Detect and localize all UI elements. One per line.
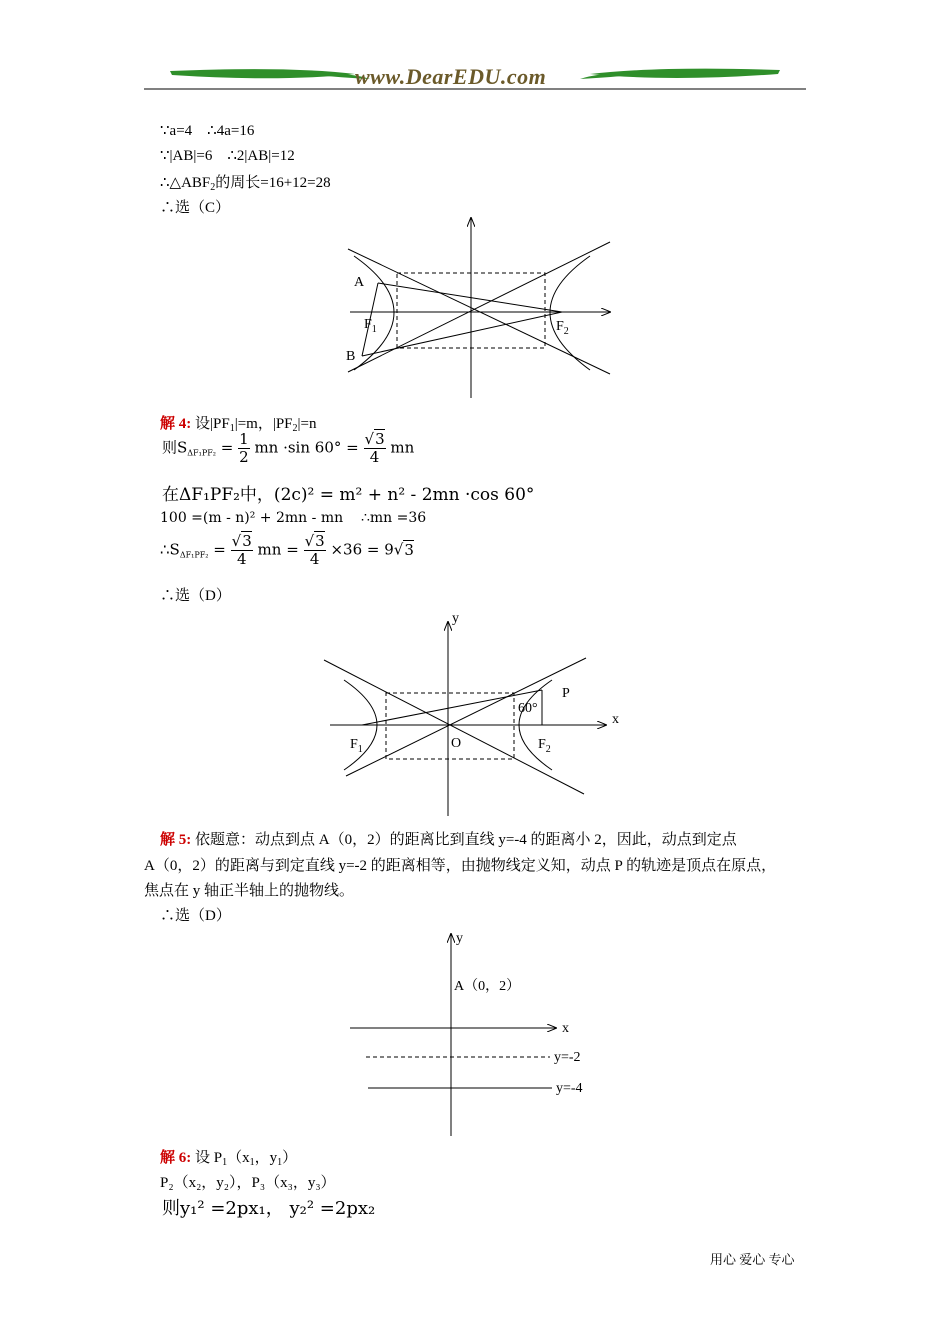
svg-text:y=-4: y=-4 bbox=[556, 1081, 583, 1096]
sol3-line2: ∵|AB|=6 ∴2|AB|=12 bbox=[160, 148, 295, 164]
svg-text:y=-2: y=-2 bbox=[554, 1050, 581, 1065]
svg-text:O: O bbox=[451, 736, 462, 751]
sol5-para-line3: 焦点在 y 轴正半轴上的抛物线。 bbox=[144, 883, 355, 899]
header-site: www.DearEDU.com bbox=[355, 64, 547, 89]
sol4-label: 解 4: bbox=[160, 416, 192, 432]
sol5-label: 解 5: bbox=[160, 832, 192, 848]
label-B: B bbox=[346, 349, 356, 364]
svg-text:F1: $F_1$ bbox=[350, 737, 363, 755]
sol4-cosine-law: 在ΔF₁PF₂中，(2c)² = m² + n² - 2mn ·cos 60° bbox=[162, 485, 535, 505]
label-F2: $F_2$ bbox=[556, 319, 569, 337]
sol4-choice: ∴选（D） bbox=[160, 588, 231, 604]
sol4-area-formula: 则$S_{\Delta F_1PF_2}$ = $\frac{1}{2}$ mn ·sin 60° = $\frac{√3}{4}$ mn bbox=[162, 430, 415, 466]
sol4-expand: 100 =(m - n)² + 2mn - mn ∴mn =36 bbox=[160, 510, 427, 526]
svg-text:60°: 60° bbox=[518, 701, 538, 716]
sol3-line1: ∵a=4 ∴4a=16 bbox=[160, 123, 255, 139]
sol4-figure bbox=[318, 608, 628, 820]
sol6-line3: 则y₁² =2px₁， y₂² =2px₂ bbox=[162, 1198, 376, 1219]
svg-text:A（0，2）: A（0，2） bbox=[454, 979, 521, 994]
svg-text:P: P bbox=[562, 686, 570, 701]
label-A: A bbox=[354, 275, 365, 290]
sol3-choice: ∴选（C） bbox=[160, 200, 231, 216]
svg-text:y: y bbox=[452, 611, 459, 626]
sol6-line1: 解 6: 设 $P_1(x_1$，$y_1$） bbox=[160, 1150, 298, 1168]
sol4-result: $\therefore S_{\Delta F_1PF_2}$ = $\frac{√3}{4}$ mn = $\frac{√3}{4}$ ×36 = 9√3 bbox=[160, 532, 414, 568]
sol3-line3: $\therefore\triangle ABF_2$的周长=16+12=28 bbox=[160, 175, 331, 193]
svg-text:y: y bbox=[456, 931, 463, 946]
sol6-line2: P₂（x₂，y₂），P₃（x₃，y₃） bbox=[160, 1175, 336, 1191]
svg-text:x: x bbox=[562, 1021, 569, 1036]
label-F1: $F_1$ bbox=[364, 317, 377, 335]
sol6-label: 解 6: bbox=[160, 1150, 192, 1166]
sol4-intro: 解 4: 设$|PF_1|=m$，$|PF_2|=n$ bbox=[160, 416, 317, 434]
svg-text:x: x bbox=[612, 712, 619, 727]
svg-text:F2: $F_2$ bbox=[538, 737, 551, 755]
sol5-choice: ∴选（D） bbox=[160, 908, 231, 924]
footer-slogan: 用心 爱心 专心 bbox=[710, 1252, 795, 1267]
sol5-para-line2: A（0，2）的距离与到定直线 y=-2 的距离相等，由抛物线定义知，动点 P 的轨迹是顶点在原点， bbox=[144, 858, 777, 874]
sol5-para-line1: 解 5: 依题意：动点到点 A（0，2）的距离比到直线 y=-4 的距离小 2，因此，动点到定点 bbox=[160, 832, 737, 848]
sol5-figure bbox=[340, 928, 610, 1140]
sol3-figure bbox=[340, 212, 620, 400]
